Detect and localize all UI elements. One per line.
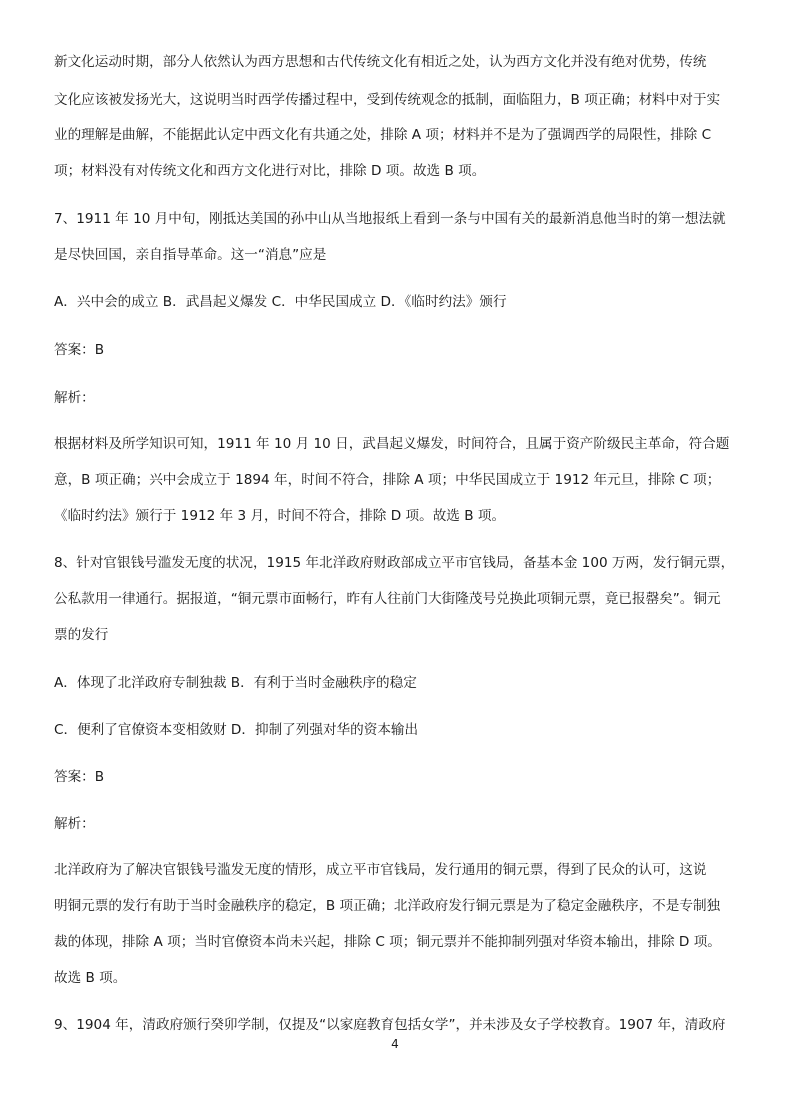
question-8-options-cd: C．便利了官僚资本变相敛财 D．抑制了列强对华的资本输出 [54, 722, 419, 738]
text-line: 项；材料没有对传统文化和西方文化进行对比，排除 D 项。故选 B 项。 [54, 163, 486, 179]
text-line: 明铜元票的发行有助于当时金融秩序的稳定，B 项正确；北洋政府发行铜元票是为了稳定金融秩序，不是专制独 [54, 898, 721, 914]
text-line: 意，B 项正确；兴中会成立于 1894 年，时间不符合，排除 A 项；中华民国成立于 1912 年元旦，排除 C 项； [54, 472, 721, 488]
page-number: 4 [391, 1037, 399, 1051]
text-line: 裁的体现，排除 A 项；当时官僚资本尚未兴起，排除 C 项；铜元票并不能抑制列强对华资本输出，排除 D 项。 [54, 934, 721, 950]
answer-label: 答案：B [54, 769, 105, 785]
text-line: 文化应该被发扬光大，这说明当时西学传播过程中，受到传统观念的抵制，面临阻力，B 项正确；材料中对于实 [54, 92, 721, 108]
answer-label: 答案：B [54, 342, 105, 358]
analysis-label: 解析： [54, 390, 95, 406]
question-8-options-ab: A．体现了北洋政府专制独裁 B．有利于当时金融秩序的稳定 [54, 675, 417, 691]
text-line: 北洋政府为了解决官银钱号滥发无度的情形，成立平市官钱局，发行通用的铜元票，得到了民众的认可，这说 [54, 862, 707, 878]
text-line: 公私款用一律通行。据报道，“铜元票市面畅行，昨有人往前门大街隆茂号兑换此项铜元票，竟已报罄矣”。铜元 [54, 591, 721, 607]
text-line: 新文化运动时期，部分人依然认为西方思想和古代传统文化有相近之处，认为西方文化并没有绝对优势，传统 [54, 54, 707, 70]
text-line: 根据材料及所学知识可知，1911 年 10 月 10 日，武昌起义爆发，时间符合，且属于资产阶级民主革命，符合题 [54, 436, 730, 452]
text-line: 《临时约法》颁行于 1912 年 3 月，时间不符合，排除 D 项。故选 B 项。 [54, 508, 506, 524]
question-9: 9、1904 年，清政府颁行癸卯学制，仅提及“以家庭教育包括女学”，并未涉及女子学校教育。1907 年，清政府 [54, 1017, 726, 1033]
question-7-options: A．兴中会的成立 B．武昌起义爆发 C．中华民国成立 D．《临时约法》颁行 [54, 294, 507, 310]
analysis-label: 解析： [54, 816, 95, 832]
question-7: 7、1911 年 10 月中旬，刚抵达美国的孙中山从当地报纸上看到一条与中国有关的最新消息他当时的第一想法就 [54, 211, 726, 227]
text-line: 故选 B 项。 [54, 970, 127, 986]
text-line: 票的发行 [54, 627, 109, 643]
text-line: 是尽快回国，亲自指导革命。这一“消息”应是 [54, 247, 327, 263]
text-line: 业的理解是曲解，不能据此认定中西文化有共通之处，排除 A 项；材料并不是为了强调西学的局限性，排除 C [54, 127, 712, 143]
question-8: 8、针对官银钱号滥发无度的状况，1915 年北洋政府财政部成立平市官钱局，备基本金 100 万两，发行铜元票， [54, 555, 735, 571]
